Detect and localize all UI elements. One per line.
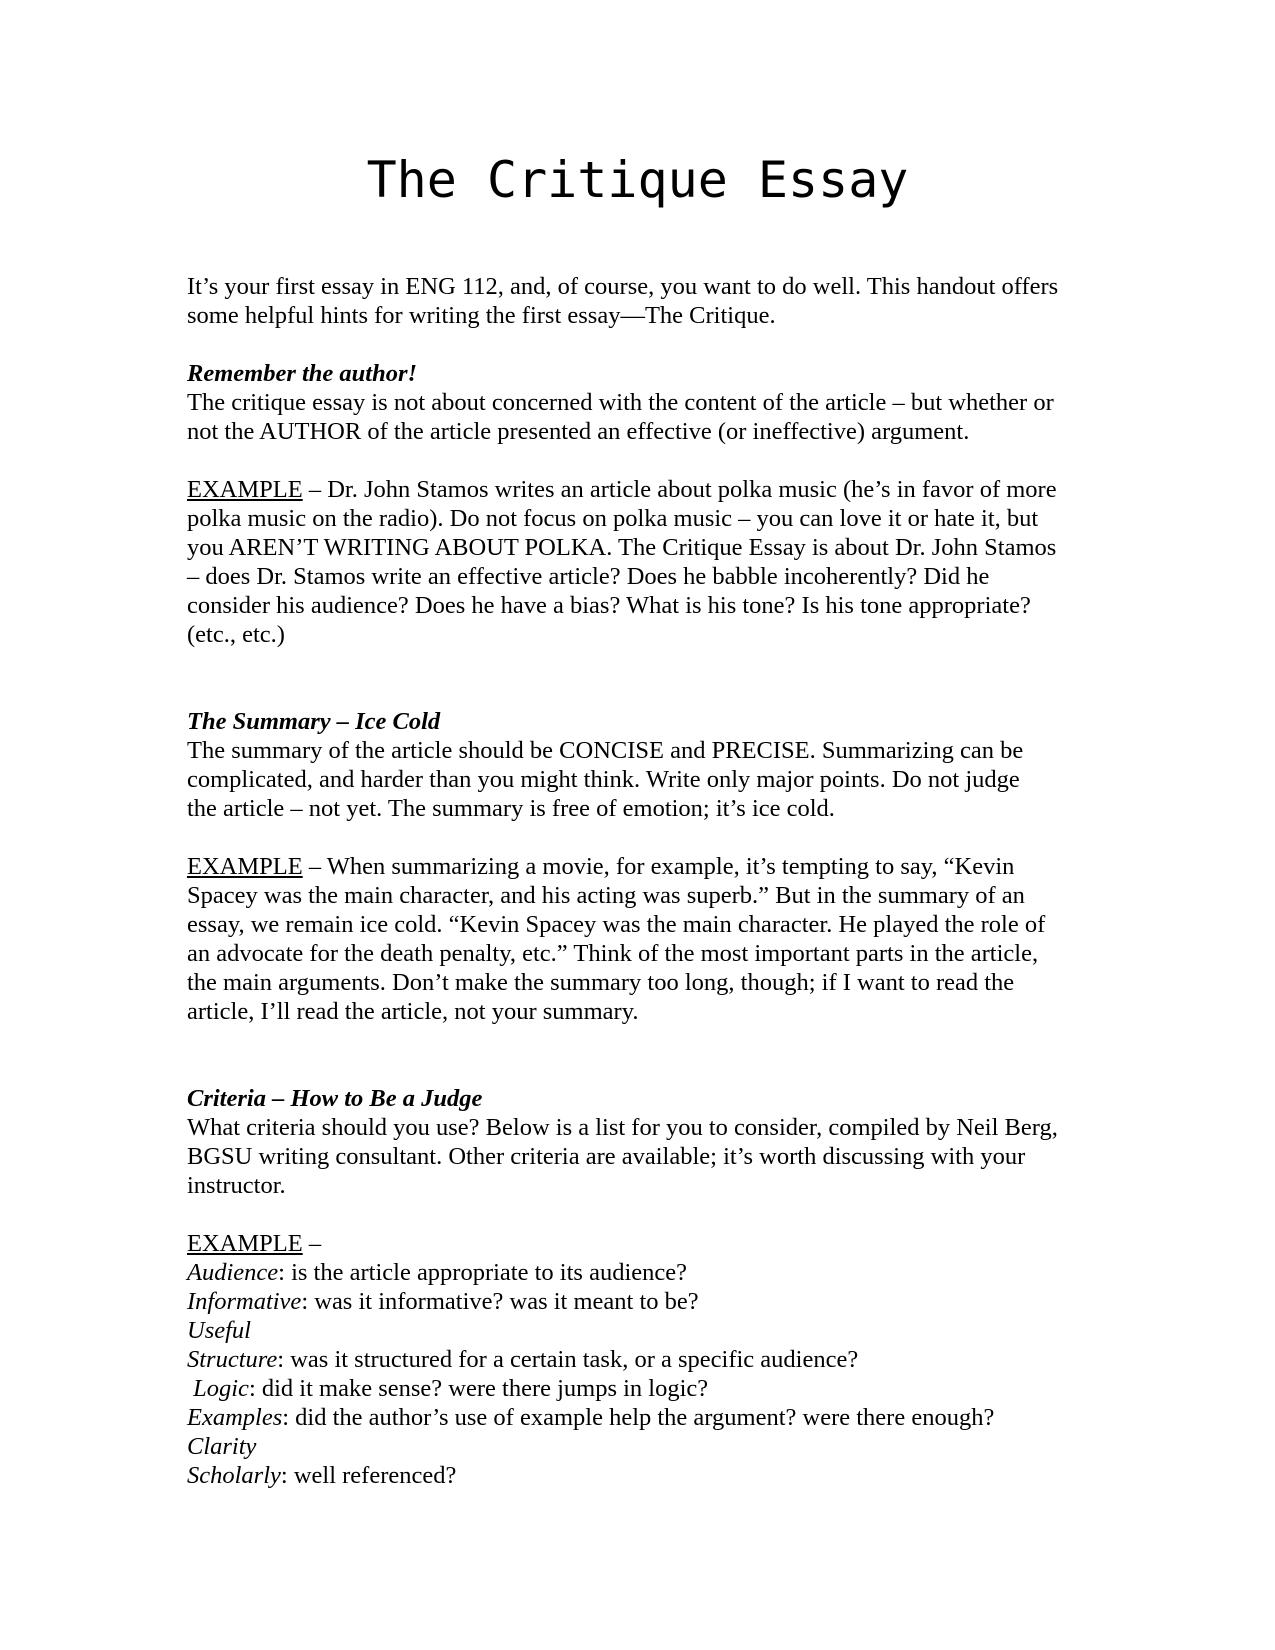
summary-example-line: an advocate for the death penalty, etc.” Think of the most important parts in the article,: [187, 940, 1039, 967]
summary-example-first-line: [187, 852, 1107, 881]
author-example-line: polka music on the radio). Do not focus on polka music – you can love it or hate it, but: [187, 505, 1039, 532]
summary-line: the article – not yet. The summary is free of emotion; it’s ice cold.: [187, 795, 835, 822]
criteria-example-first-rest: –: [302, 1230, 322, 1257]
criteria-item: [187, 1287, 1107, 1316]
author-example-paragraph: [187, 475, 1107, 649]
author-example-line: (etc., etc.): [187, 621, 285, 648]
criteria-line: What criteria should you use? Below is a list for you to consider, compiled by Neil Berg,: [187, 1114, 1058, 1141]
criteria-desc: : did it make sense? were there jumps in logic?: [248, 1375, 709, 1402]
criteria-line: instructor.: [187, 1172, 286, 1199]
section-heading-author: Remember the author!: [187, 360, 418, 387]
criteria-desc: : was it informative? was it meant to be?: [301, 1288, 699, 1315]
criteria-item: [187, 1374, 1107, 1403]
summary-example-line: Spacey was the main character, and his acting was superb.” But in the summary of an: [187, 882, 1025, 909]
example-label: EXAMPLE: [187, 476, 303, 503]
author-example-line: consider his audience? Does he have a bias? What is his tone? Is his tone appropriate?: [187, 592, 1031, 619]
summary-line: complicated, and harder than you might think. Write only major points. Do not judge: [187, 766, 1020, 793]
author-example-line: you AREN’T WRITING ABOUT POLKA. The Critique Essay is about Dr. John Stamos: [187, 534, 1057, 561]
summary-example-paragraph: [187, 852, 1107, 1026]
example-label: EXAMPLE: [187, 853, 303, 880]
document-body: [187, 272, 1107, 1490]
criteria-item: [187, 1461, 1107, 1490]
criteria-desc: : did the author’s use of example help the argument? were there enough?: [282, 1404, 995, 1431]
criteria-term: Structure: [187, 1346, 278, 1373]
criteria-term: Scholarly: [187, 1462, 281, 1489]
criteria-line: BGSU writing consultant. Other criteria are available; it’s worth discussing with your: [187, 1143, 1026, 1170]
author-paragraph: [187, 388, 1107, 446]
criteria-term: Clarity: [187, 1433, 257, 1460]
criteria-example-paragraph: [187, 1229, 1107, 1490]
author-line: The critique essay is not about concerned with the content of the article – but whether or: [187, 389, 1054, 416]
criteria-term: Useful: [187, 1317, 251, 1344]
intro-line: some helpful hints for writing the first essay—The Critique.: [187, 302, 776, 329]
intro-line: It’s your first essay in ENG 112, and, of course, you want to do well. This handout offers: [187, 273, 1059, 300]
section-heading-summary: The Summary – Ice Cold: [187, 708, 441, 735]
author-example-first-line: [187, 475, 1107, 504]
intro-paragraph: [187, 272, 1107, 330]
example-label: EXAMPLE: [187, 1230, 303, 1257]
criteria-example-first-line: [187, 1229, 1107, 1258]
summary-paragraph: [187, 736, 1107, 823]
author-line: not the AUTHOR of the article presented an effective (or ineffective) argument.: [187, 418, 970, 445]
author-example-line: – does Dr. Stamos write an effective article? Does he babble incoherently? Did he: [187, 563, 990, 590]
summary-example-line: essay, we remain ice cold. “Kevin Spacey was the main character. He played the role of: [187, 911, 1046, 938]
author-example-first-rest: – Dr. John Stamos writes an article about polka music (he’s in favor of more: [302, 476, 1057, 503]
criteria-item: [187, 1345, 1107, 1374]
criteria-desc: : is the article appropriate to its audience?: [278, 1259, 687, 1286]
criteria-term: Informative: [187, 1288, 302, 1315]
criteria-term: Logic: [187, 1375, 249, 1402]
criteria-term: Audience: [187, 1259, 279, 1286]
section-heading-criteria: Criteria – How to Be a Judge: [187, 1085, 483, 1112]
criteria-desc: : was it structured for a certain task, or a specific audience?: [277, 1346, 859, 1373]
summary-example-first-rest: – When summarizing a movie, for example, it’s tempting to say, “Kevin: [302, 853, 1015, 880]
criteria-item: [187, 1258, 1107, 1287]
summary-example-line: the main arguments. Don’t make the summary too long, though; if I want to read the: [187, 969, 1015, 996]
criteria-item: [187, 1432, 1107, 1461]
document-title: The Critique Essay: [366, 151, 909, 209]
summary-line: The summary of the article should be CONCISE and PRECISE. Summarizing can be: [187, 737, 1024, 764]
criteria-term: Examples: [187, 1404, 283, 1431]
criteria-paragraph: [187, 1113, 1107, 1200]
criteria-desc: : well referenced?: [280, 1462, 457, 1489]
criteria-item: [187, 1316, 1107, 1345]
criteria-item: [187, 1403, 1107, 1432]
summary-example-line: article, I’ll read the article, not your summary.: [187, 998, 639, 1025]
